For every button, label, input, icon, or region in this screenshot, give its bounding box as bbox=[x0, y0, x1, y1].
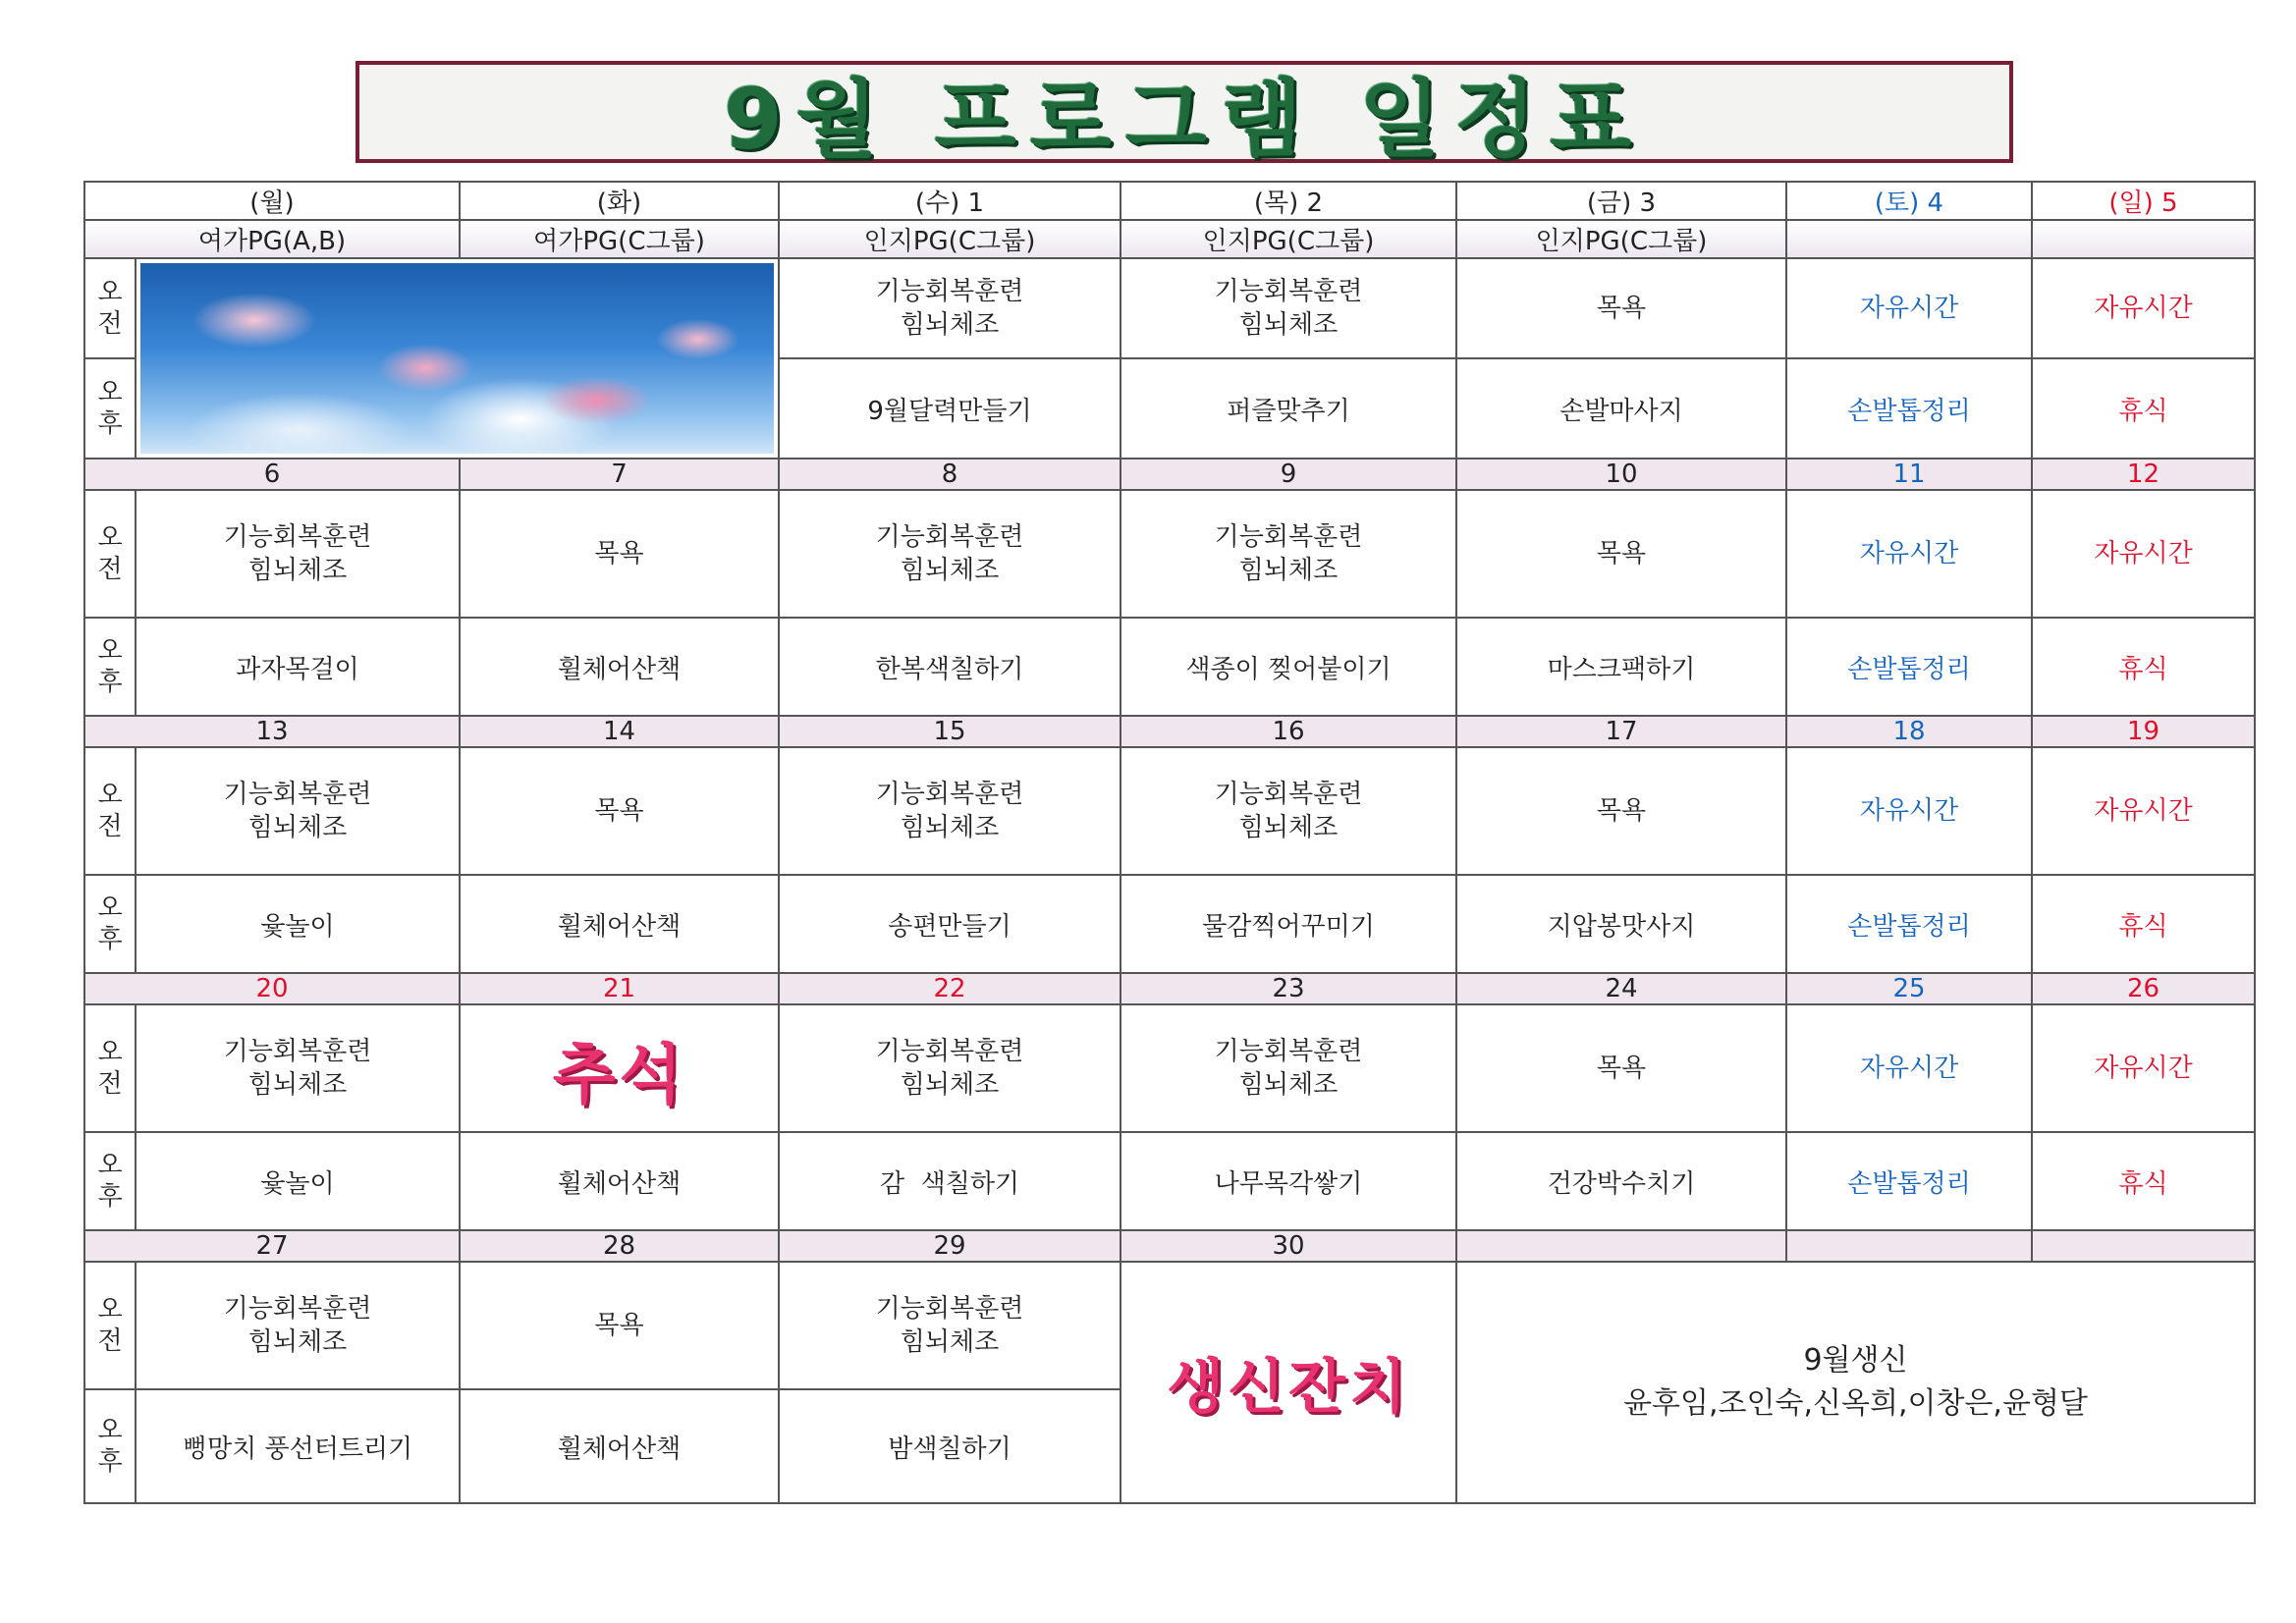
schedule-cell: 기능회복훈련 힘뇌체조 bbox=[779, 747, 1121, 875]
schedule-cell: 윷놀이 bbox=[136, 875, 460, 973]
am-label: 오 전 bbox=[84, 747, 136, 875]
schedule-cell: 감 색칠하기 bbox=[779, 1132, 1121, 1230]
date-cell bbox=[1786, 1230, 2032, 1262]
am-label: 오 전 bbox=[84, 490, 136, 618]
pm-label: 오 후 bbox=[84, 358, 136, 459]
day-header-tue: (화) bbox=[460, 182, 779, 220]
date-cell bbox=[1456, 1230, 1786, 1262]
schedule-cell: 윷놀이 bbox=[136, 1132, 460, 1230]
schedule-cell: 밤색칠하기 bbox=[779, 1389, 1121, 1503]
cosmos-photo bbox=[136, 258, 779, 459]
schedule-cell: 목욕 bbox=[460, 490, 779, 618]
date-cell: 13 bbox=[84, 716, 460, 747]
am-label: 오 전 bbox=[84, 1262, 136, 1389]
schedule-cell: 기능회복훈련 힘뇌체조 bbox=[1121, 258, 1456, 358]
schedule-cell: 목욕 bbox=[460, 747, 779, 875]
page-title: 9월 프로그램 일정표 bbox=[723, 71, 1646, 169]
schedule-cell: 기능회복훈련 힘뇌체조 bbox=[779, 258, 1121, 358]
pm-label: 오 후 bbox=[84, 1389, 136, 1503]
schedule-cell: 휠체어산책 bbox=[460, 1132, 779, 1230]
birthday-title: 9월생신 bbox=[1803, 1343, 1908, 1378]
week1-am-row bbox=[84, 258, 2255, 358]
date-cell: 12 bbox=[2032, 459, 2255, 490]
schedule-cell: 휠체어산책 bbox=[460, 875, 779, 973]
pm-label: 오 후 bbox=[84, 1132, 136, 1230]
date-cell: 22 bbox=[779, 973, 1121, 1004]
date-cell: 25 bbox=[1786, 973, 2032, 1004]
schedule-cell: 자유시간 bbox=[2032, 258, 2255, 358]
date-cell: 24 bbox=[1456, 973, 1786, 1004]
program-header-wed: 인지PG(C그룹) bbox=[779, 220, 1121, 258]
date-cell bbox=[2032, 1230, 2255, 1262]
chuseok-label: 추석 bbox=[552, 1036, 686, 1112]
date-cell: 10 bbox=[1456, 459, 1786, 490]
am-label: 오 전 bbox=[84, 1004, 136, 1132]
schedule-cell: 기능회복훈련 힘뇌체조 bbox=[136, 1004, 460, 1132]
schedule-cell: 휴식 bbox=[2032, 358, 2255, 459]
date-cell: 14 bbox=[460, 716, 779, 747]
date-cell: 7 bbox=[460, 459, 779, 490]
week2-am-row bbox=[84, 490, 2255, 618]
week4-am-row bbox=[84, 1004, 2255, 1132]
schedule-cell: 물감찍어꾸미기 bbox=[1121, 875, 1456, 973]
schedule-cell: 자유시간 bbox=[1786, 747, 2032, 875]
schedule-table bbox=[83, 181, 2256, 1504]
schedule-cell: 자유시간 bbox=[1786, 490, 2032, 618]
pm-label: 오 후 bbox=[84, 618, 136, 716]
schedule-cell: 목욕 bbox=[1456, 747, 1786, 875]
schedule-cell: 목욕 bbox=[460, 1262, 779, 1389]
schedule-cell: 퍼즐맞추기 bbox=[1121, 358, 1456, 459]
program-header-mon: 여가PG(A,B) bbox=[84, 220, 460, 258]
holiday-cell bbox=[460, 1004, 779, 1132]
schedule-cell: 손발톱정리 bbox=[1786, 358, 2032, 459]
week2-date-row bbox=[84, 459, 2255, 490]
week4-date-row bbox=[84, 973, 2255, 1004]
date-cell: 30 bbox=[1121, 1230, 1456, 1262]
schedule-cell: 목욕 bbox=[1456, 490, 1786, 618]
schedule-cell: 9월달력만들기 bbox=[779, 358, 1121, 459]
program-header-fri: 인지PG(C그룹) bbox=[1456, 220, 1786, 258]
schedule-cell: 휴식 bbox=[2032, 875, 2255, 973]
date-cell: 8 bbox=[779, 459, 1121, 490]
day-header-sun: (일) 5 bbox=[2032, 182, 2255, 220]
cosmos-flower-image bbox=[140, 263, 774, 454]
schedule-cell: 손발톱정리 bbox=[1786, 1132, 2032, 1230]
schedule-cell: 과자목걸이 bbox=[136, 618, 460, 716]
schedule-cell: 자유시간 bbox=[2032, 1004, 2255, 1132]
date-cell: 11 bbox=[1786, 459, 2032, 490]
date-cell: 17 bbox=[1456, 716, 1786, 747]
date-cell: 18 bbox=[1786, 716, 2032, 747]
schedule-cell: 기능회복훈련 힘뇌체조 bbox=[1121, 490, 1456, 618]
day-header-thu: (목) 2 bbox=[1121, 182, 1456, 220]
schedule-cell: 자유시간 bbox=[2032, 490, 2255, 618]
schedule-cell: 휠체어산책 bbox=[460, 618, 779, 716]
schedule-cell: 기능회복훈련 힘뇌체조 bbox=[136, 747, 460, 875]
schedule-cell: 휴식 bbox=[2032, 618, 2255, 716]
pm-label: 오 후 bbox=[84, 875, 136, 973]
schedule-cell: 기능회복훈련 힘뇌체조 bbox=[136, 490, 460, 618]
date-cell: 27 bbox=[84, 1230, 460, 1262]
schedule-cell: 기능회복훈련 힘뇌체조 bbox=[779, 1004, 1121, 1132]
date-cell: 9 bbox=[1121, 459, 1456, 490]
schedule-cell: 기능회복훈련 힘뇌체조 bbox=[136, 1262, 460, 1389]
schedule-cell: 건강박수치기 bbox=[1456, 1132, 1786, 1230]
birthday-info-cell bbox=[1456, 1262, 2255, 1503]
day-header-sat: (토) 4 bbox=[1786, 182, 2032, 220]
schedule-cell: 기능회복훈련 힘뇌체조 bbox=[1121, 1004, 1456, 1132]
schedule-cell: 손발마사지 bbox=[1456, 358, 1786, 459]
schedule-cell: 기능회복훈련 힘뇌체조 bbox=[779, 1262, 1121, 1389]
schedule-cell: 기능회복훈련 힘뇌체조 bbox=[1121, 747, 1456, 875]
date-cell: 19 bbox=[2032, 716, 2255, 747]
program-header-sat bbox=[1786, 220, 2032, 258]
schedule-cell: 손발톱정리 bbox=[1786, 875, 2032, 973]
day-header-fri: (금) 3 bbox=[1456, 182, 1786, 220]
week2-pm-row bbox=[84, 618, 2255, 716]
date-cell: 15 bbox=[779, 716, 1121, 747]
schedule-cell: 자유시간 bbox=[1786, 1004, 2032, 1132]
birthday-party-cell bbox=[1121, 1262, 1456, 1503]
date-cell: 6 bbox=[84, 459, 460, 490]
date-cell: 26 bbox=[2032, 973, 2255, 1004]
schedule-cell: 한복색칠하기 bbox=[779, 618, 1121, 716]
schedule-cell: 뻥망치 풍선터트리기 bbox=[136, 1389, 460, 1503]
schedule-cell: 기능회복훈련 힘뇌체조 bbox=[779, 490, 1121, 618]
schedule-cell: 마스크팩하기 bbox=[1456, 618, 1786, 716]
program-header-row bbox=[84, 220, 2255, 258]
schedule-cell: 목욕 bbox=[1456, 1004, 1786, 1132]
birthday-names: 윤후임,조인숙,신옥희,이창은,윤형달 bbox=[1623, 1386, 2088, 1421]
title-banner bbox=[355, 61, 2013, 169]
schedule-cell: 지압봉맛사지 bbox=[1456, 875, 1786, 973]
schedule-cell: 휴식 bbox=[2032, 1132, 2255, 1230]
day-header-mon: (월) bbox=[84, 182, 460, 220]
schedule-cell: 휠체어산책 bbox=[460, 1389, 779, 1503]
day-header-row bbox=[84, 182, 2255, 220]
program-header-sun bbox=[2032, 220, 2255, 258]
program-header-tue: 여가PG(C그룹) bbox=[460, 220, 779, 258]
am-label: 오 전 bbox=[84, 258, 136, 358]
schedule-cell: 나무목각쌓기 bbox=[1121, 1132, 1456, 1230]
schedule-cell: 목욕 bbox=[1456, 258, 1786, 358]
week5-am-row bbox=[84, 1262, 2255, 1389]
birthday-party-label: 생신잔치 bbox=[1167, 1353, 1410, 1422]
week3-date-row bbox=[84, 716, 2255, 747]
week3-am-row bbox=[84, 747, 2255, 875]
date-cell: 23 bbox=[1121, 973, 1456, 1004]
date-cell: 28 bbox=[460, 1230, 779, 1262]
date-cell: 20 bbox=[84, 973, 460, 1004]
schedule-cell: 손발톱정리 bbox=[1786, 618, 2032, 716]
date-cell: 21 bbox=[460, 973, 779, 1004]
week4-pm-row bbox=[84, 1132, 2255, 1230]
schedule-cell: 자유시간 bbox=[1786, 258, 2032, 358]
schedule-cell: 색종이 찢어붙이기 bbox=[1121, 618, 1456, 716]
date-cell: 29 bbox=[779, 1230, 1121, 1262]
week3-pm-row bbox=[84, 875, 2255, 973]
date-cell: 16 bbox=[1121, 716, 1456, 747]
day-header-wed: (수) 1 bbox=[779, 182, 1121, 220]
schedule-cell: 송편만들기 bbox=[779, 875, 1121, 973]
program-header-thu: 인지PG(C그룹) bbox=[1121, 220, 1456, 258]
schedule-cell: 자유시간 bbox=[2032, 747, 2255, 875]
week5-date-row bbox=[84, 1230, 2255, 1262]
